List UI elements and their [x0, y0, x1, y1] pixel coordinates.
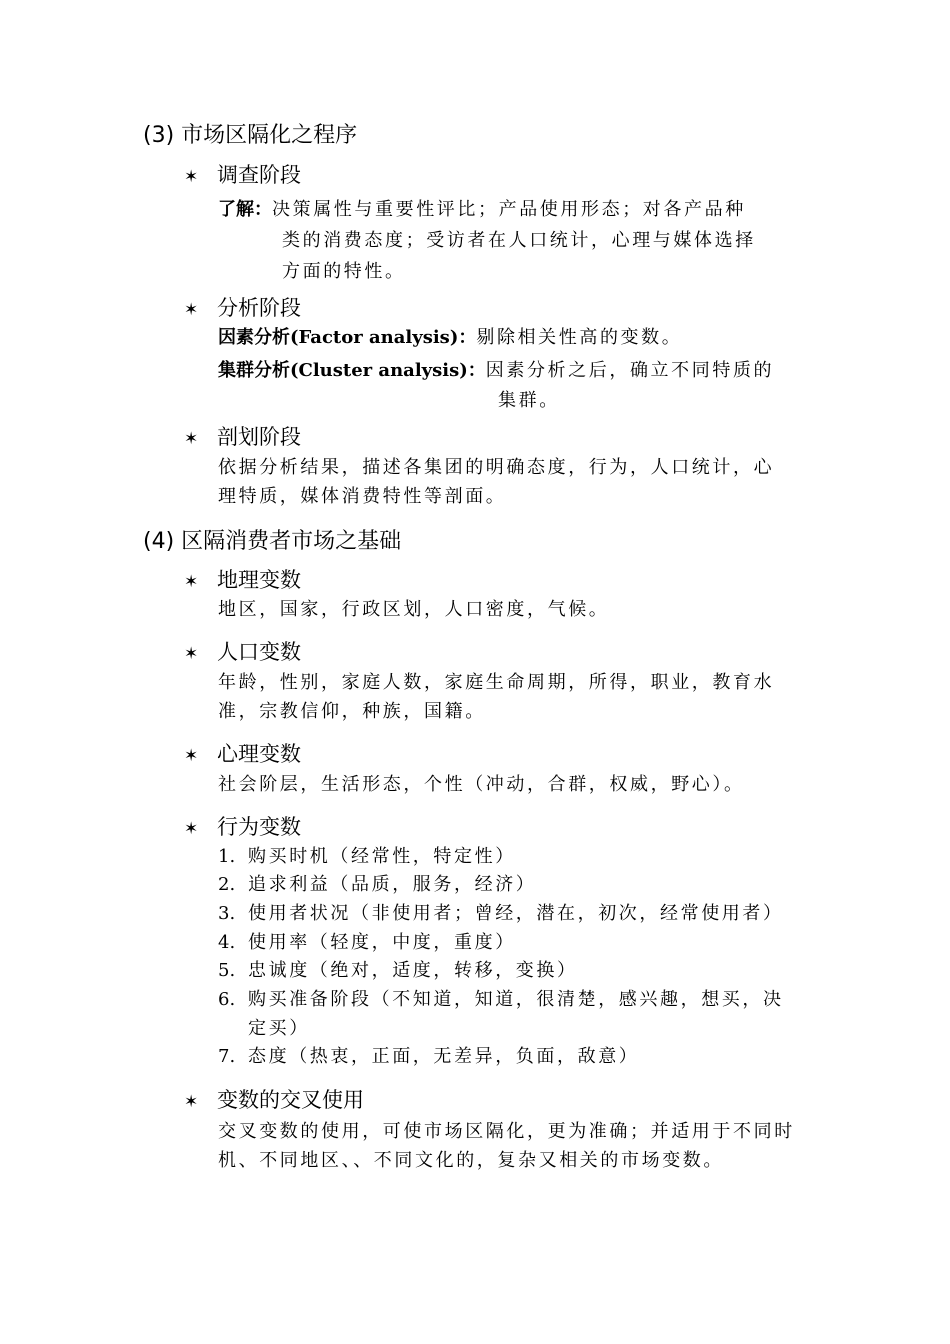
subheading-label: 分析阶段 [217, 296, 301, 320]
text-line: 理特质，媒体消费特性等剖面。 [218, 486, 507, 507]
list-item-continuation: 定买） [248, 1018, 310, 1039]
star-bullet-icon: ✶ [184, 300, 199, 320]
star-bullet-icon: ✶ [184, 167, 199, 187]
term-understand: 了解：决策属性与重要性评比；产品使用形态；对各产品种 [218, 199, 746, 220]
text-line: 方面的特性。 [282, 261, 406, 282]
term-factor-analysis: 因素分析(Factor analysis)：剔除相关性高的变数。 [218, 327, 683, 348]
list-item: 3. 使用者状况（非使用者；曾经，潜在，初次，经常使用者） [218, 903, 784, 924]
subheading-label: 调查阶段 [217, 163, 301, 187]
list-item: 6. 购买准备阶段（不知道，知道，很清楚，感兴趣，想买，决 [218, 989, 784, 1010]
subheading-psychological [184, 738, 301, 768]
section-3-heading: (3) 市场区隔化之程序 [143, 123, 358, 148]
text-line: 类的消费态度；受访者在人口统计，心理与媒体选择 [282, 230, 756, 251]
subheading-label: 地理变数 [217, 568, 301, 592]
subheading-geographic [184, 564, 301, 594]
subheading-cross-use [184, 1084, 364, 1114]
text-line: 地区，国家，行政区划，人口密度，气候。 [218, 599, 610, 620]
subheading-label: 行为变数 [217, 815, 301, 839]
text-line: 交叉变数的使用，可使市场区隔化，更为准确；并适用于不同时 [218, 1121, 795, 1142]
list-item: 1. 购买时机（经常性，特定性） [218, 846, 516, 867]
subheading-label: 心理变数 [217, 742, 301, 766]
section-4-heading: (4) 区隔消费者市场之基础 [143, 529, 402, 554]
star-bullet-icon: ✶ [184, 572, 199, 592]
list-item: 5. 忠诚度（绝对，适度，转移，变换） [218, 960, 578, 981]
subheading-survey-stage [184, 159, 301, 189]
star-bullet-icon: ✶ [184, 429, 199, 449]
list-item: 7. 态度（热衷，正面，无差异，负面，敌意） [218, 1046, 640, 1067]
text-line: 社会阶层，生活形态，个性（冲动，合群，权威，野心）。 [218, 774, 745, 795]
list-item: 2. 追求利益（品质，服务，经济） [218, 874, 537, 895]
subheading-demographic [184, 636, 301, 666]
star-bullet-icon: ✶ [184, 819, 199, 839]
star-bullet-icon: ✶ [184, 1092, 199, 1112]
subheading-profiling-stage [184, 421, 301, 451]
subheading-label: 人口变数 [217, 640, 301, 664]
subheading-analysis-stage [184, 292, 301, 322]
text-line: 准，宗教信仰，种族，国籍。 [218, 701, 486, 722]
text-line: 依据分析结果，描述各集团的明确态度，行为，人口统计，心 [218, 457, 775, 478]
text-line: 集群。 [498, 390, 560, 411]
term-cluster-analysis: 集群分析(Cluster analysis)：因素分析之后，确立不同特质的 [218, 360, 775, 381]
list-item: 4. 使用率（轻度，中度，重度） [218, 932, 516, 953]
text-line: 年龄，性别，家庭人数，家庭生命周期，所得，职业，教育水 [218, 672, 775, 693]
text-line: 机、不同地区、、不同文化的，复杂又相关的市场变数。 [218, 1150, 724, 1171]
subheading-label: 剖划阶段 [217, 425, 301, 449]
subheading-label: 变数的交叉使用 [217, 1088, 364, 1112]
star-bullet-icon: ✶ [184, 746, 199, 766]
subheading-behavioral [184, 811, 301, 841]
star-bullet-icon: ✶ [184, 644, 199, 664]
